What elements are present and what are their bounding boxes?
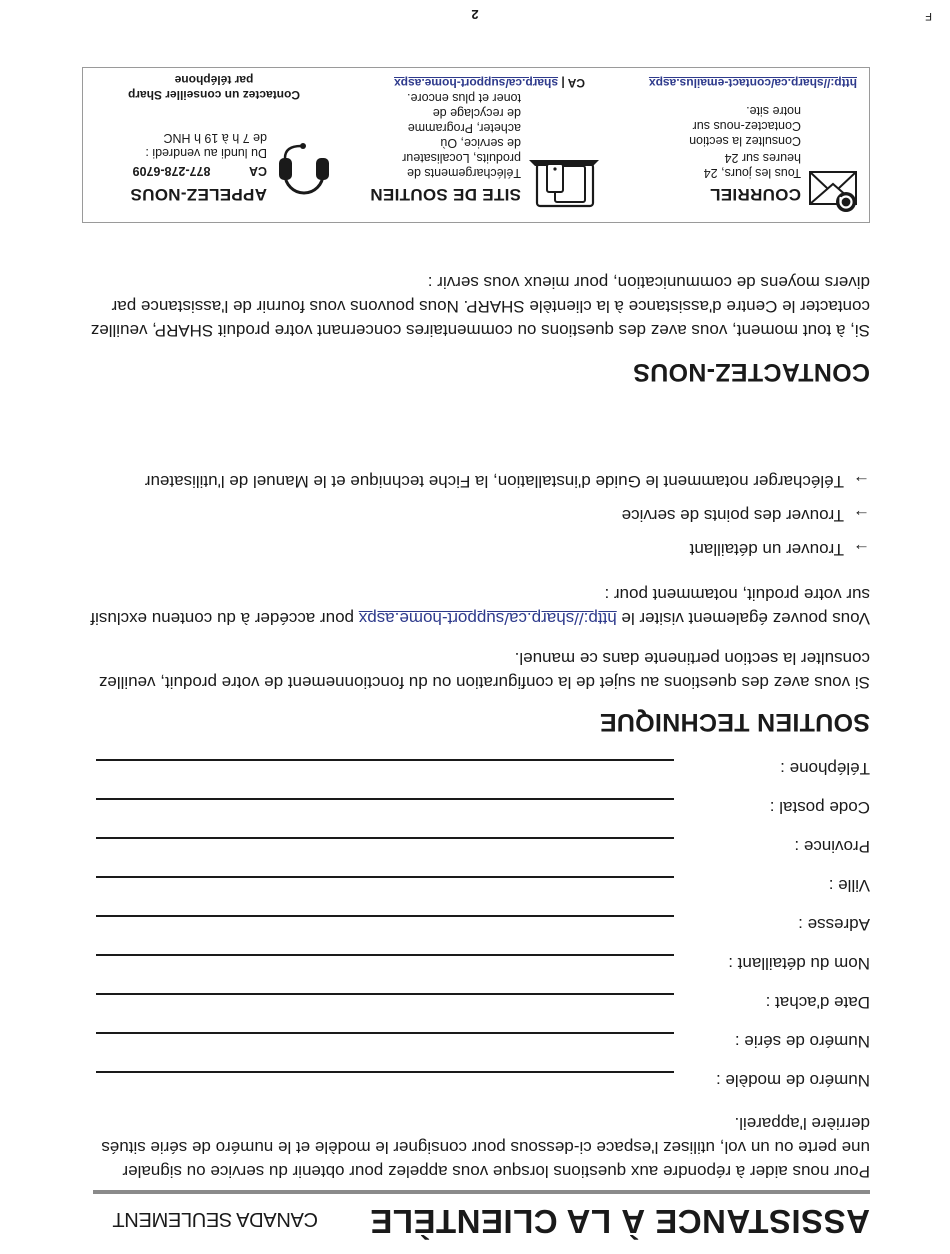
bullet-text: Télécharger notamment le Guide d'installation, la Fiche technique et le Manuel de l'utilisateur [144, 472, 844, 491]
email-envelope-icon [807, 166, 857, 212]
bullet-item [90, 503, 870, 527]
contact-options-box [82, 67, 870, 223]
title-divider [93, 1190, 870, 1194]
contact-paragraph: Si, à tout moment, vous avez des questions ou commentaires concernant votre produit SHARP, veuillez contacter le Centre d'assistance à la clientèle SHARP. Nous pouvons vous fournir de l'assistance par divers moyens de communication, pour mieux vous servir : [90, 273, 870, 340]
tech-support-paragraph: Si vous avez des questions au sujet de la configuration ou du fonctionnement de votre produit, veuillez consulter la section pertinente dans ce manuel. [98, 649, 870, 692]
email-availability: Tous les jours, 24 heures sur 24 [703, 151, 801, 180]
form-fill-line[interactable] [96, 876, 674, 878]
form-fill-line[interactable] [96, 915, 674, 917]
support-site-link-row [394, 76, 585, 90]
link-separator: | [561, 76, 565, 90]
bullet-text: Trouver des points de service [621, 506, 844, 525]
bullet-text: Trouver un détaillant [689, 540, 844, 559]
form-label: Ville : [828, 876, 870, 895]
bullet-item [90, 537, 870, 561]
form-row-postal-code [90, 792, 870, 831]
support-site-title: SITE DE SOUTIEN [370, 185, 521, 204]
form-row-model [90, 1065, 870, 1104]
visit-text-before: Vous pouvez également visiter le [616, 609, 870, 628]
bullet-item [90, 469, 870, 493]
form-row-address [90, 909, 870, 948]
email-title: COURRIEL [709, 185, 801, 204]
call-advisor-text: Contactez un conseiller Sharp par téléphone [127, 73, 301, 102]
email-contact-link[interactable]: http://sharp.ca/contact-emailus.aspx [648, 76, 857, 90]
arrow-right-icon: → [853, 506, 870, 525]
form-row-purchase-date [90, 987, 870, 1026]
form-label: Adresse : [798, 915, 870, 934]
support-site-description: Téléchargements de produits, Localisateur de service, Où acheter, Programme de recyclage de toner et plus encore. [402, 91, 521, 180]
page-number: 2 [471, 7, 479, 22]
form-row-serial [90, 1026, 870, 1065]
support-site-country: CA [568, 76, 585, 90]
arrow-right-icon: → [853, 472, 870, 491]
form-fill-line[interactable] [96, 798, 674, 800]
call-phone-number[interactable]: 877-278-6709 [132, 164, 211, 178]
form-label: Téléphone : [780, 759, 870, 778]
contact-heading: CONTACTEZ-NOUS [632, 358, 870, 386]
call-phone-row [133, 164, 267, 178]
tech-support-heading: SOUTIEN TECHNIQUE [599, 708, 870, 736]
form-fill-line[interactable] [96, 759, 674, 761]
form-label: Numéro de modèle : [715, 1071, 870, 1090]
page-title: ASSISTANCE À LA CLIENTÈLE [369, 1203, 870, 1240]
call-column [81, 66, 339, 222]
form-row-city [90, 870, 870, 909]
call-title: APPELEZ-NOUS [130, 185, 267, 204]
email-column [607, 66, 869, 222]
form-label: Numéro de série : [734, 1032, 870, 1051]
call-country: CA [249, 164, 267, 178]
form-fill-line[interactable] [96, 837, 674, 839]
support-home-link[interactable]: http://sharp.ca/support-home.aspx [358, 609, 617, 628]
support-site-link[interactable]: sharp.ca/support-home.aspx [394, 76, 559, 90]
form-label: Code postal : [769, 798, 870, 817]
page-subtitle: CANADA SEULEMENT [112, 1208, 318, 1230]
call-hours: Du lundi au vendredi : de 7 h à 19 h HNC [145, 131, 267, 160]
tech-support-visit-paragraph [90, 582, 870, 630]
headset-icon [277, 140, 331, 204]
form-fill-line[interactable] [96, 954, 674, 956]
form-row-dealer [90, 948, 870, 987]
arrow-right-icon: → [853, 540, 870, 559]
form-label: Date d'achat : [765, 993, 870, 1012]
support-site-column [339, 66, 607, 222]
visit-text-after: pour accéder à du contenu exclusif sur votre produit, notamment pour : [90, 585, 870, 628]
form-label: Province : [794, 837, 870, 856]
intro-paragraph: Pour nous aider à répondre aux questions lorsque vous appelez pour obtenir du service ou signaler une perte ou un vol, utilisez l'espace ci-dessous pour consigner le modèle et le numéro de série situés derrière l'appareil. [101, 1114, 870, 1181]
form-fill-line[interactable] [96, 1071, 674, 1073]
form-fill-line[interactable] [96, 993, 674, 995]
corner-letter: F [925, 10, 932, 22]
form-label: Nom du détaillant : [728, 954, 870, 973]
form-row-phone [90, 753, 870, 792]
form-row-province [90, 831, 870, 870]
form-fill-line[interactable] [96, 1032, 674, 1034]
email-instructions: Consultez la section Contactez-nous sur notre site. [689, 104, 801, 148]
devices-icon [529, 154, 599, 212]
